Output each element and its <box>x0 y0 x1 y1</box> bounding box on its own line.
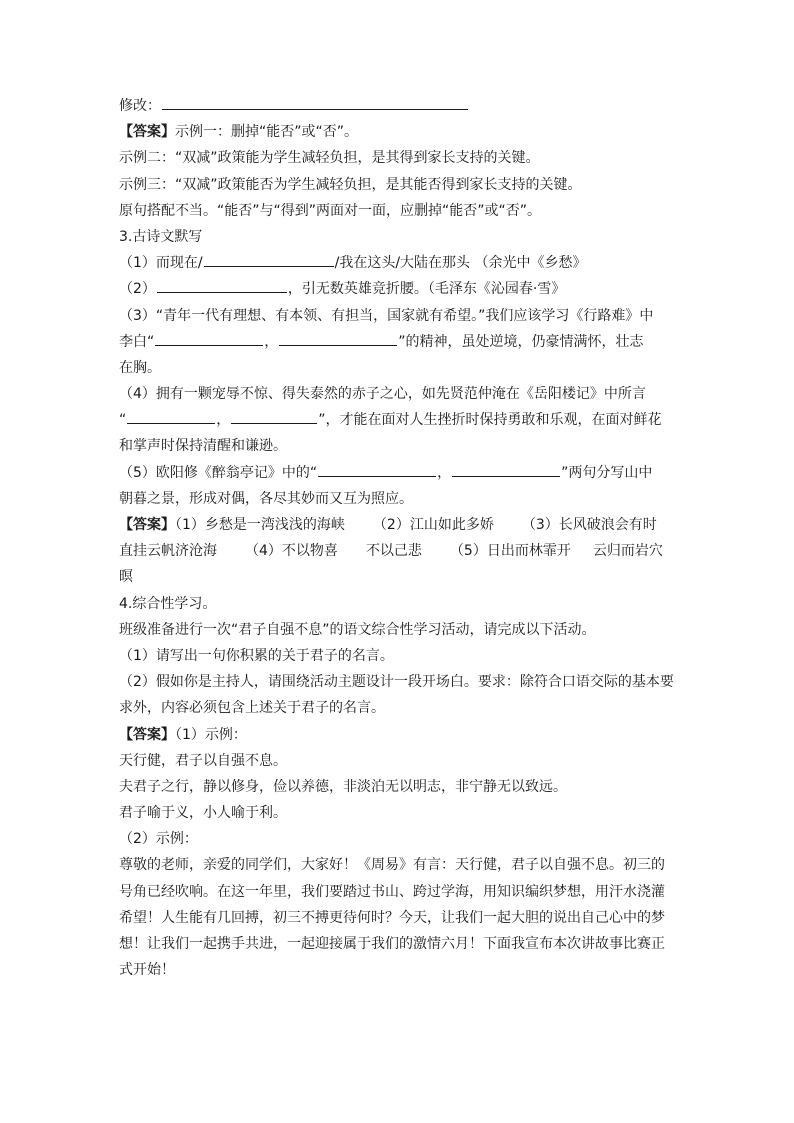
poem-item-4-line-1: （4）拥有一颗宠辱不惊、得失泰然的赤子之心，如先贤范仲淹在《岳阳楼记》中所言 <box>119 386 646 403</box>
poem-answer-5a: （5）日出而林霏开 <box>449 543 571 560</box>
poem-blank <box>155 330 263 346</box>
revise-label: 修改： <box>119 98 161 114</box>
activity-item-1: （1）请写出一句你积累的关于君子的名言。 <box>119 647 394 664</box>
poem-answer-line-1 <box>119 512 679 538</box>
poem-item-2-post: ，引无数英雄竞折腰。（毛泽东《沁园春·雪》 <box>287 281 566 298</box>
activity-answer-1-label: （1）示例： <box>175 726 247 743</box>
speech-line-3: 希望！人生能有几回搏，初三不搏更待何时？今天，让我们一起大胆的说出自己心中的梦 <box>119 909 665 926</box>
answer-example-2: 示例二：“双减”政策能为学生减轻负担，是其得到家长支持的关键。 <box>119 150 540 167</box>
poem-blank <box>157 277 287 293</box>
speech-line-2: 号角已经吹响。在这一年里，我们要踏过书山、跨过学海，用知识编织梦想，用汗水浇灌 <box>119 883 665 900</box>
poem-item-4-post: ”，才能在面对人生挫折时保持勇敢和乐观，在面对鲜花 <box>318 412 662 429</box>
poem-answer-3a: （3）长风破浪会有时 <box>521 517 657 533</box>
poem-item-4-line-3: 和掌声时保持清醒和谦逊。 <box>119 438 287 455</box>
activity-item-2-line-1: （2）假如你是主持人，请围绕活动主题设计一段开场白。要求：除符合口语交际的基本要 <box>119 674 674 691</box>
poem-blank <box>279 330 397 346</box>
revise-line <box>119 93 679 119</box>
speech-line-4: 想！让我们一起携手共进，一起迎接属于我们的激情六月！下面我宣布本次讲故事比赛正 <box>119 936 665 952</box>
quote-2: 夫君子之行，静以修身，俭以养德，非淡泊无以明志，非宁静无以致远。 <box>119 778 567 795</box>
speech-line-1: 尊敬的老师，亲爱的同学们，大家好！《周易》有言：天行健，君子以自强不息。初三的 <box>119 857 665 874</box>
poem-item-4-pre: “ <box>119 412 127 429</box>
poem-blank <box>127 408 215 424</box>
poem-item-5-post: ”两句分写山中 <box>561 464 653 481</box>
poem-item-2-pre: （2） <box>119 281 156 298</box>
poem-item-2 <box>119 276 679 302</box>
document-content <box>119 93 679 983</box>
poem-item-3-pre: 李白“ <box>119 333 155 350</box>
poem-item-4-mid: ， <box>216 412 231 429</box>
activity-answer-2-label: （2）示例： <box>119 831 198 848</box>
poem-blank <box>452 461 560 477</box>
answer-tag: 【答案】 <box>119 726 175 743</box>
activity-answer-line <box>119 722 679 748</box>
poem-item-3-line-1: （3）“青年一代有理想、有本领、有担当，国家就有希望。”我们应该学习《行路难》中 <box>119 307 654 324</box>
poem-item-3-mid: ， <box>264 333 279 350</box>
poem-answer-4a: （4）不以物喜 <box>245 543 338 560</box>
poem-blank <box>231 408 317 424</box>
poem-item-1-post: /我在这头/大陆在那头 （余光中《乡愁》 <box>334 255 587 272</box>
poem-answer-line-3: 暝 <box>119 569 133 586</box>
poem-item-3-line-3: 在胸。 <box>119 359 161 376</box>
answer-text: 示例一：删掉“能否”或“否”。 <box>175 124 359 141</box>
poem-item-3-line-2 <box>119 329 679 355</box>
poem-blank <box>318 461 436 477</box>
poem-answer-3b: 直挂云帆济沧海 <box>119 543 217 560</box>
poem-item-5-mid: ， <box>437 464 452 481</box>
poem-answer-line-2 <box>119 538 679 564</box>
poem-answer-2: （2）江山如此多娇 <box>372 517 494 533</box>
poem-item-3-post: ”的精神，虽处逆境，仍豪情满怀，壮志 <box>398 333 644 350</box>
poem-blank <box>204 251 334 267</box>
answer-line <box>119 119 679 145</box>
poem-item-5-line-2: 朝暮之景，形成对偶，各尽其妙而又互为照应。 <box>119 490 413 507</box>
quote-3: 君子喻于义，小人喻于利。 <box>119 805 287 822</box>
poem-answer-5b: 云归而岩穴 <box>592 543 663 560</box>
answer-tag: 【答案】 <box>119 124 175 141</box>
poem-item-5-line-1 <box>119 460 679 486</box>
answer-example-3: 示例三：“双减”政策能否为学生减轻负担，是其能否得到家长支持的关键。 <box>119 176 582 193</box>
activity-intro: 班级准备进行一次“君子自强不息”的语文综合性学习活动，请完成以下活动。 <box>119 621 596 638</box>
section-title-4: 4.综合性学习。 <box>119 595 217 612</box>
revise-blank <box>162 94 468 110</box>
poem-answer-4b: 不以己悲 <box>365 543 422 560</box>
quote-1: 天行健，君子以自强不息。 <box>119 752 287 769</box>
activity-item-2-line-2: 求外，内容必须包含上述关于君子的名言。 <box>119 700 385 717</box>
poem-answer-1: （1）乡愁是一湾浅浅的海峡 <box>175 517 345 533</box>
poem-item-1-pre: （1）而现在/ <box>119 255 203 272</box>
answer-explanation: 原句搭配不当。“能否”与“得到”两面对一面，应删掉“能否”或“否”。 <box>119 202 542 219</box>
poem-item-1 <box>119 250 679 276</box>
section-title-3: 3.古诗文默写 <box>119 228 203 245</box>
poem-item-4-line-2 <box>119 407 679 433</box>
poem-item-5-pre: （5）欧阳修《醉翁亭记》中的“ <box>119 464 318 481</box>
speech-line-5: 式开始！ <box>119 962 175 979</box>
answer-tag: 【答案】 <box>119 517 175 533</box>
